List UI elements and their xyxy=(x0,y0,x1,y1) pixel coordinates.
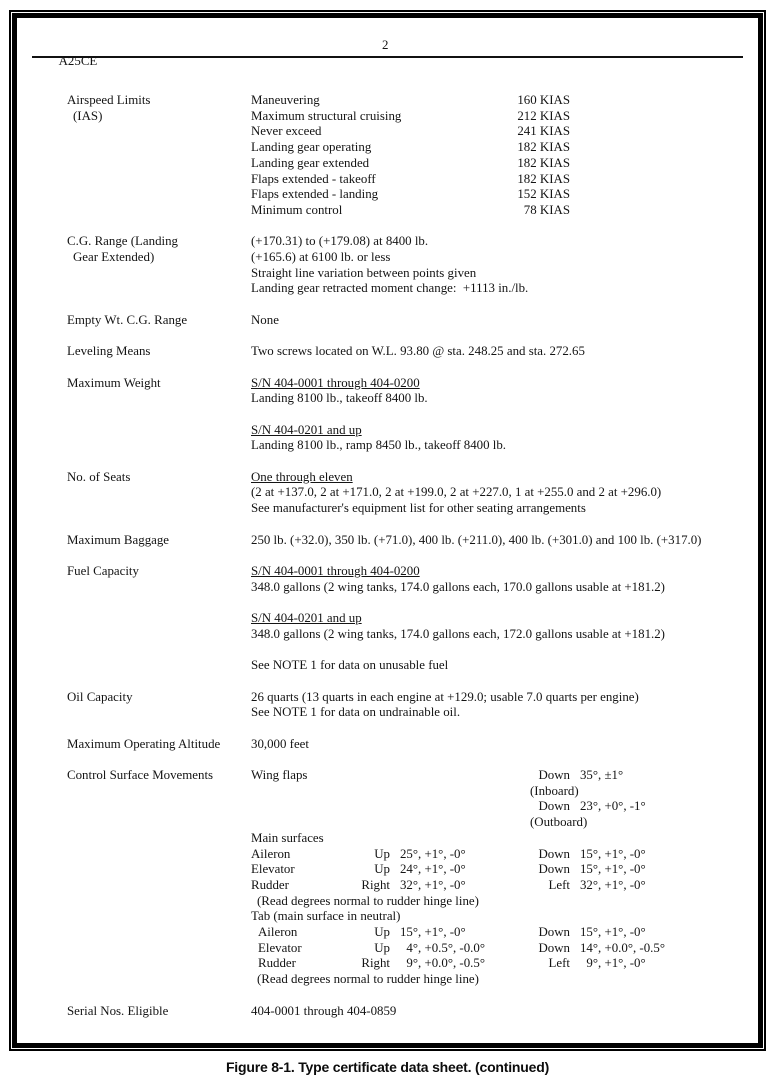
blank-line xyxy=(251,595,758,611)
airspeed-limits-values xyxy=(251,93,758,219)
section-maximum-weight xyxy=(17,376,758,455)
maximum-weight-line: Landing 8100 lb., ramp 8450 lb., takeoff 8400 lb. xyxy=(251,438,507,453)
section-fuel-capacity xyxy=(17,564,758,674)
cg-range-line: Landing gear retracted moment change: +1113 in./lb. xyxy=(251,281,529,296)
serial-group-heading: S/N 404-0201 and up xyxy=(251,611,362,626)
airspeed-row: Flaps extended - takeoff 182 KIAS xyxy=(251,171,570,186)
blank-line xyxy=(251,642,758,658)
section-airspeed-limits xyxy=(17,93,758,219)
leveling-means-label: Leveling Means xyxy=(67,344,151,359)
baggage-value: 250 lb. (+32.0), 350 lb. (+71.0), 400 lb. (+211.0), 400 lb. (+301.0) and 100 lb. (+317.0) xyxy=(251,532,702,547)
cg-range-label: C.G. Range (Landing Gear Extended) xyxy=(67,234,178,265)
maximum-weight-line: Landing 8100 lb., takeoff 8400 lb. xyxy=(251,391,428,406)
airspeed-row: Maneuvering 160 KIAS xyxy=(251,93,570,107)
oil-line: 26 quarts (13 quarts in each engine at +129.0; usable 7.0 quarts per engine) xyxy=(251,689,639,704)
baggage-label: Maximum Baggage xyxy=(67,532,170,547)
seats-line: See manufacturer's equipment list for other seating arrangements xyxy=(251,501,586,516)
page-header xyxy=(40,38,746,68)
tab-heading: Tab (main surface in neutral) xyxy=(251,909,401,924)
page-number: 2 xyxy=(382,38,389,52)
main-surface-row: Elevator Up 24° , +1°, -0° Down 15° , +1°, -0° xyxy=(251,862,646,877)
wing-flaps-row: Wing flaps Down 35° , ±1° xyxy=(251,768,624,783)
doc-id: A25CE xyxy=(58,53,98,68)
airspeed-row: Landing gear extended 182 KIAS xyxy=(251,155,570,170)
data-sheet-body xyxy=(17,93,758,1019)
oil-line: See NOTE 1 for data on undrainable oil. xyxy=(251,705,461,720)
airspeed-row: Flaps extended - landing 152 KIAS xyxy=(251,187,570,202)
control-surfaces-label: Control Surface Movements xyxy=(67,768,214,783)
page xyxy=(12,13,763,1048)
airspeed-limits-label: Airspeed Limits (IAS) xyxy=(67,93,151,123)
seats-label: No. of Seats xyxy=(67,469,131,484)
leveling-means-value: Two screws located on W.L. 93.80 @ sta. 248.25 and sta. 272.65 xyxy=(251,344,585,359)
empty-wt-cg-value: None xyxy=(251,312,279,327)
cg-range-line: (+170.31) to (+179.08) at 8400 lb. xyxy=(251,234,429,249)
main-surface-row: Rudder Right 32° , +1°, -0° Left 32° , +1°, -0° xyxy=(251,877,646,892)
tab-row: Aileron Up 15° , +1°, -0° Down 15° , +1°, -0° xyxy=(258,925,646,940)
serial-group-heading: S/N 404-0001 through 404-0200 xyxy=(251,375,420,390)
wing-flaps-row: Down 23° , +0°, -1° xyxy=(538,799,646,814)
oil-capacity-values xyxy=(251,690,758,721)
serials-value: 404-0001 through 404-0859 xyxy=(251,1003,397,1018)
cg-range-values xyxy=(251,234,758,297)
airspeed-row: Never exceed 241 KIAS xyxy=(251,124,570,139)
max-altitude-value: 30,000 feet xyxy=(251,736,309,751)
empty-wt-cg-label: Empty Wt. C.G. Range xyxy=(67,312,188,327)
section-empty-wt-cg xyxy=(17,313,758,329)
page-border xyxy=(9,10,766,1051)
section-seats xyxy=(17,470,758,517)
oil-capacity-label: Oil Capacity xyxy=(67,689,133,704)
tab-row: Elevator Up 4° , +0.5°, -0.0° Down 14° , +0.0°, -0.5° xyxy=(258,940,665,955)
tab-row: Rudder Right 9° , +0.0°, -0.5° Left 9° , +1°, -0° xyxy=(258,956,646,971)
section-leveling-means xyxy=(17,344,758,360)
section-max-altitude xyxy=(17,737,758,753)
max-altitude-label: Maximum Operating Altitude xyxy=(67,736,221,751)
fuel-note: See NOTE 1 for data on unusable fuel xyxy=(251,658,449,673)
serial-group-heading: S/N 404-0001 through 404-0200 xyxy=(251,563,420,578)
seats-values xyxy=(251,470,758,517)
section-oil-capacity xyxy=(17,690,758,721)
section-serials xyxy=(17,1004,758,1020)
fuel-capacity-values xyxy=(251,564,758,674)
rudder-hinge-note: (Read degrees normal to rudder hinge line) xyxy=(257,893,479,908)
serials-label: Serial Nos. Eligible xyxy=(67,1003,169,1018)
seats-line: (2 at +137.0, 2 at +171.0, 2 at +199.0, 2 at +227.0, 1 at +255.0 and 2 at +296.0) xyxy=(251,485,662,500)
section-control-surfaces xyxy=(17,768,758,988)
rudder-hinge-note: (Read degrees normal to rudder hinge line) xyxy=(257,972,479,987)
wing-flaps-inboard-note: (Inboard) xyxy=(530,783,579,798)
serial-group-heading: S/N 404-0201 and up xyxy=(251,422,362,437)
wing-flaps-outboard-note: (Outboard) xyxy=(530,815,588,830)
section-cg-range xyxy=(17,234,758,297)
main-surfaces-heading: Main surfaces xyxy=(251,830,324,845)
airspeed-row: Minimum control 78 KIAS xyxy=(251,202,570,217)
cg-range-line: (+165.6) at 6100 lb. or less xyxy=(251,250,391,265)
maximum-weight-values xyxy=(251,376,758,455)
blank-line xyxy=(251,407,758,423)
section-baggage xyxy=(17,533,758,549)
airspeed-row: Maximum structural cruising 212 KIAS xyxy=(251,108,570,123)
seats-heading: One through eleven xyxy=(251,469,353,484)
control-surfaces-values xyxy=(251,768,758,988)
cg-range-line: Straight line variation between points given xyxy=(251,265,477,280)
main-surface-row: Aileron Up 25° , +1°, -0° Down 15° , +1°, -0° xyxy=(251,846,646,861)
fuel-line: 348.0 gallons (2 wing tanks, 174.0 gallons each, 170.0 gallons usable at +181.2) xyxy=(251,579,665,594)
airspeed-row: Landing gear operating 182 KIAS xyxy=(251,140,570,155)
maximum-weight-label: Maximum Weight xyxy=(67,375,161,390)
fuel-line: 348.0 gallons (2 wing tanks, 174.0 gallons each, 172.0 gallons usable at +181.2) xyxy=(251,626,665,641)
figure-caption: Figure 8-1. Type certificate data sheet. (continued) xyxy=(225,1059,550,1075)
fuel-capacity-label: Fuel Capacity xyxy=(67,563,139,578)
header-rule xyxy=(32,56,743,58)
